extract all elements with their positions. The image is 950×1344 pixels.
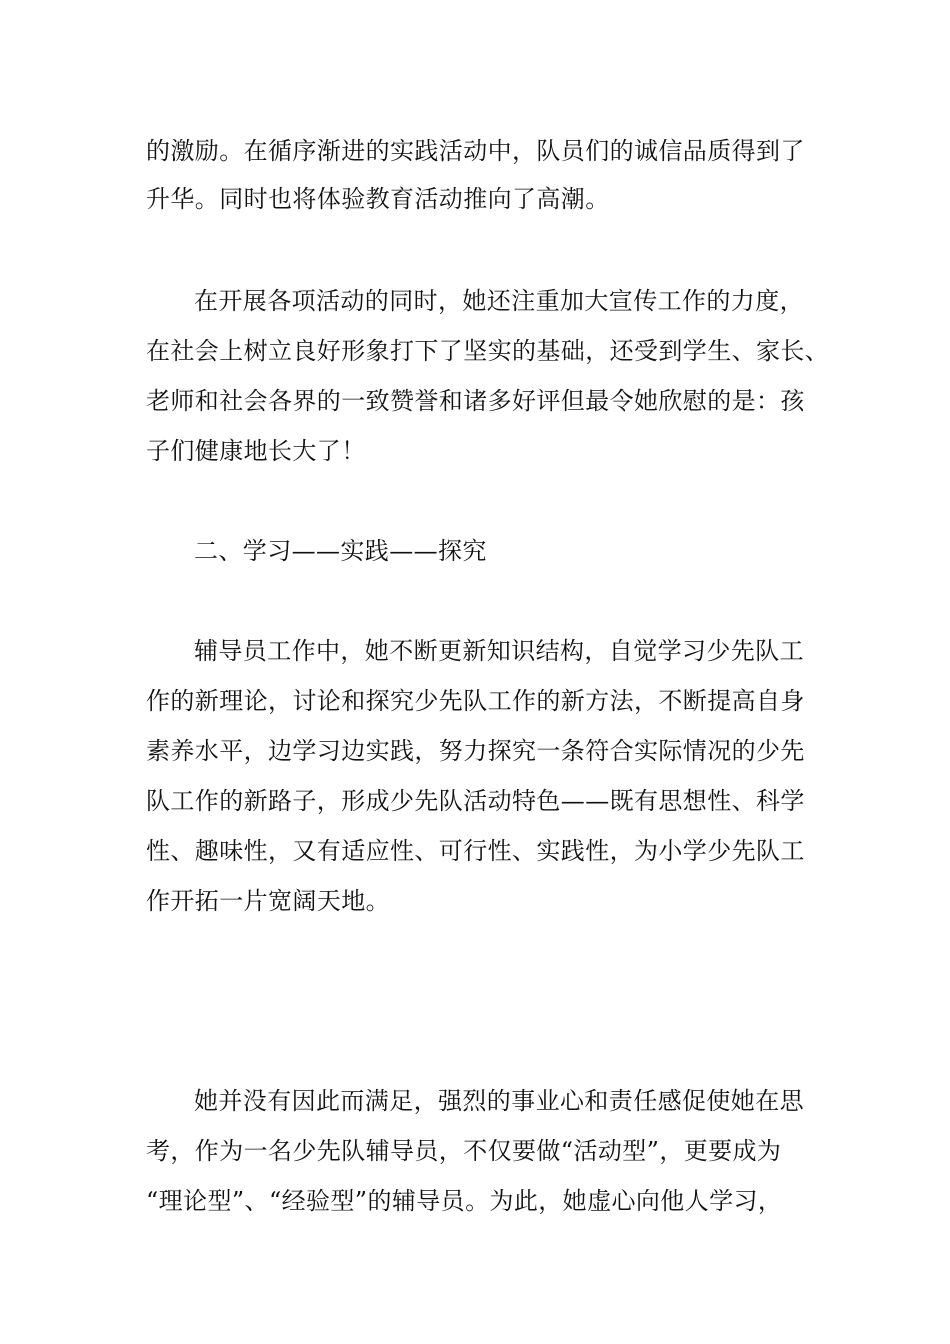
paragraph-first-line: 辅导员工作中，她不断更新知识结构，自觉学习少先队工 xyxy=(194,637,804,665)
text-line: 子们健康地长大了！ xyxy=(146,437,366,465)
text-line: 考，作为一名少先队辅导员，不仅要做“活动型”，更要成为 xyxy=(146,1137,782,1165)
text-line: 性、趣味性，又有适应性、可行性、实践性，为小学少先队工 xyxy=(146,837,805,865)
section-heading: 二、学习——实践——探究 xyxy=(194,537,487,565)
text-line: 老师和社会各界的一致赞誉和诸多好评但最令她欣慰的是：孩 xyxy=(146,387,805,415)
text-line: 作开拓一片宽阔天地。 xyxy=(146,887,390,915)
text-line: 作的新理论，讨论和探究少先队工作的新方法，不断提高自身 xyxy=(146,687,805,715)
text-line: 的激励。在循序渐进的实践活动中，队员们的诚信品质得到了 xyxy=(146,137,805,165)
text-line: “理论型”、“经验型”的辅导员。为此，她虚心向他人学习， xyxy=(146,1187,783,1215)
paragraph-first-line: 她并没有因此而满足，强烈的事业心和责任感促使她在思 xyxy=(194,1087,804,1115)
text-line: 队工作的新路子，形成少先队活动特色——既有思想性、科学 xyxy=(146,787,805,815)
text-line: 素养水平，边学习边实践，努力探究一条符合实际情况的少先 xyxy=(146,737,805,765)
paragraph-first-line: 在开展各项活动的同时，她还注重加大宣传工作的力度， xyxy=(194,287,804,315)
text-line: 升华。同时也将体验教育活动推向了高潮。 xyxy=(146,185,610,213)
text-line: 在社会上树立良好形象打下了坚实的基础，还受到学生、家长、 xyxy=(146,337,830,365)
